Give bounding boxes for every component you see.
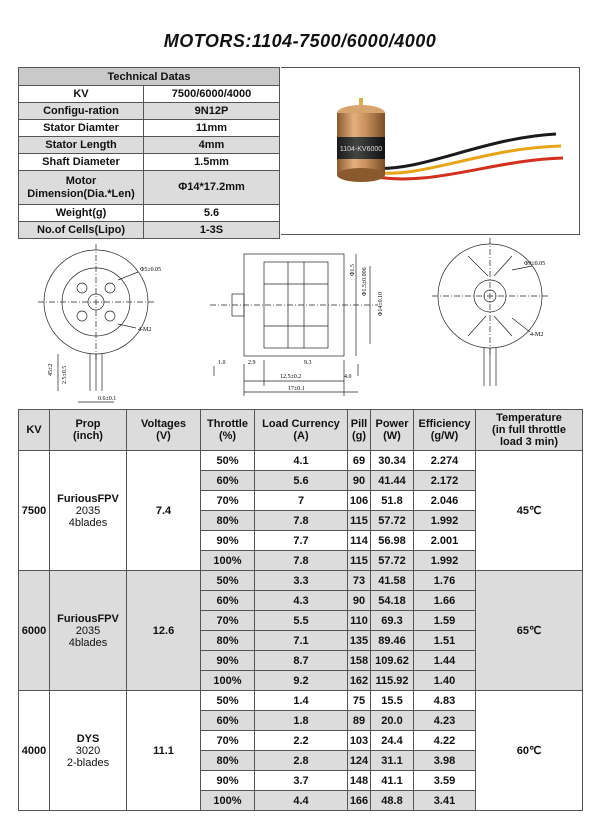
eff-cell: 3.59 <box>414 771 476 791</box>
dim-3: 9.3 <box>304 360 312 366</box>
prop-cell <box>50 691 127 811</box>
dim-6: 17±0.1 <box>288 386 305 392</box>
dim-base: 0.6±0.1 <box>98 396 117 402</box>
power-cell: 89.46 <box>371 631 414 651</box>
prop-cell <box>50 451 127 571</box>
prop-cell <box>50 571 127 691</box>
dim-back-thread: 4-M2 <box>530 332 544 338</box>
power-cell: 51.8 <box>371 491 414 511</box>
spec-label: Stator Length <box>19 137 144 154</box>
prop-blades: 4blades <box>68 516 108 529</box>
spec-header: Technical Datas <box>19 68 280 86</box>
motor-bell <box>337 113 385 137</box>
temperature-cell: 45℃ <box>476 451 583 571</box>
dim-height: 45±2 <box>48 363 54 376</box>
current-cell: 1.4 <box>255 691 348 711</box>
pull-cell: 69 <box>348 451 371 471</box>
kv-cell: 4000 <box>19 691 50 811</box>
performance-table <box>18 409 583 811</box>
prop-name: DYS <box>76 732 100 745</box>
current-cell: 5.5 <box>255 611 348 631</box>
col-header-voltage <box>127 410 201 451</box>
motor-photo <box>281 67 580 235</box>
power-cell: 69.3 <box>371 611 414 631</box>
dimension-drawings <box>18 236 580 408</box>
pull-cell: 106 <box>348 491 371 511</box>
temperature-cell: 60℃ <box>476 691 583 811</box>
pull-cell: 114 <box>348 531 371 551</box>
prop-size: 2035 <box>75 624 101 637</box>
throttle-cell: 50% <box>201 691 255 711</box>
throttle-cell: 70% <box>201 731 255 751</box>
voltage-cell: 12.6 <box>127 571 201 691</box>
current-cell: 3.7 <box>255 771 348 791</box>
col-header-pull <box>348 410 371 451</box>
header-line: (%) <box>218 430 237 442</box>
motor-label: 1104-KV6000 <box>339 146 383 153</box>
pull-cell: 135 <box>348 631 371 651</box>
eff-cell: 2.172 <box>414 471 476 491</box>
throttle-cell: 60% <box>201 471 255 491</box>
current-cell: 4.1 <box>255 451 348 471</box>
eff-cell: 1.44 <box>414 651 476 671</box>
pull-cell: 162 <box>348 671 371 691</box>
prop-name: FuriousFPV <box>57 492 119 505</box>
spec-label: Configu-ration <box>19 103 144 120</box>
col-header-prop <box>50 410 127 451</box>
current-cell: 4.3 <box>255 591 348 611</box>
col-header-temperature <box>476 410 583 451</box>
power-cell: 20.0 <box>371 711 414 731</box>
power-cell: 41.44 <box>371 471 414 491</box>
header-line: (V) <box>156 430 171 442</box>
dim-5: 4.0 <box>344 374 352 380</box>
eff-cell: 3.98 <box>414 751 476 771</box>
current-cell: 3.3 <box>255 571 348 591</box>
header-line: Throttle <box>207 418 248 430</box>
current-cell: 7.1 <box>255 631 348 651</box>
dim-1: 1.0 <box>218 360 226 366</box>
motor-base-bottom <box>337 168 385 182</box>
voltage-cell: 11.1 <box>127 691 201 811</box>
dim-side-top2: Φ1.5±0.006 <box>362 267 368 296</box>
spec-label: Stator Diamter <box>19 120 144 137</box>
header-line: (g/W) <box>430 430 459 442</box>
spec-value: 5.6 <box>144 205 280 222</box>
pull-cell: 110 <box>348 611 371 631</box>
dim-4: 12.5±0.2 <box>280 374 302 380</box>
table-row <box>19 571 583 591</box>
table-row <box>19 691 583 711</box>
power-cell: 57.72 <box>371 551 414 571</box>
prop-size: 2035 <box>75 504 101 517</box>
eff-cell: 1.40 <box>414 671 476 691</box>
header-line: (W) <box>383 430 401 442</box>
spec-value: 7500/6000/4000 <box>144 86 280 103</box>
throttle-cell: 70% <box>201 611 255 631</box>
col-header-kv: KV <box>19 410 50 451</box>
spec-label-line: Dimension(Dia.*Len) <box>27 187 135 200</box>
eff-cell: 1.992 <box>414 511 476 531</box>
pull-cell: 89 <box>348 711 371 731</box>
power-cell: 57.72 <box>371 511 414 531</box>
power-cell: 115.92 <box>371 671 414 691</box>
header-line: (inch) <box>73 430 103 442</box>
current-cell: 7.8 <box>255 551 348 571</box>
throttle-cell: 50% <box>201 571 255 591</box>
prop-name: FuriousFPV <box>57 612 119 625</box>
dim-front-thread: 4-M2 <box>138 327 152 333</box>
pull-cell: 75 <box>348 691 371 711</box>
kv-cell: 6000 <box>19 571 50 691</box>
col-header-power <box>371 410 414 451</box>
spec-value: 1-3S <box>144 222 280 239</box>
current-cell: 7.8 <box>255 511 348 531</box>
eff-cell: 4.83 <box>414 691 476 711</box>
throttle-cell: 60% <box>201 711 255 731</box>
spec-label-line: Motor <box>65 174 97 187</box>
throttle-cell: 50% <box>201 451 255 471</box>
header-line: Temperature <box>496 412 562 424</box>
power-cell: 56.98 <box>371 531 414 551</box>
col-header-efficiency <box>414 410 476 451</box>
eff-cell: 4.23 <box>414 711 476 731</box>
eff-cell: 2.001 <box>414 531 476 551</box>
temperature-cell: 65℃ <box>476 571 583 691</box>
header-line: (A) <box>293 430 309 442</box>
col-header-current <box>255 410 348 451</box>
spec-value: Φ14*17.2mm <box>144 171 280 205</box>
eff-cell: 4.22 <box>414 731 476 751</box>
spec-label: Weight(g) <box>19 205 144 222</box>
dim-2: 2.9 <box>248 360 256 366</box>
pull-cell: 158 <box>348 651 371 671</box>
throttle-cell: 100% <box>201 551 255 571</box>
prop-blades: 2-blades <box>66 756 110 769</box>
power-cell: 24.4 <box>371 731 414 751</box>
dim-pitch: 2.5±0.5 <box>62 365 68 384</box>
eff-cell: 3.41 <box>414 791 476 811</box>
current-cell: 7.7 <box>255 531 348 551</box>
header-line: Prop <box>75 418 101 430</box>
voltage-cell: 7.4 <box>127 451 201 571</box>
current-cell: 2.8 <box>255 751 348 771</box>
current-cell: 1.8 <box>255 711 348 731</box>
header-line: load 3 min) <box>499 436 559 448</box>
spec-value: 9N12P <box>144 103 280 120</box>
pull-cell: 90 <box>348 591 371 611</box>
eff-cell: 1.992 <box>414 551 476 571</box>
dim-back-dia: Φ9±0.05 <box>524 261 546 267</box>
header-line: Efficiency <box>418 418 471 430</box>
spec-label: Shaft Diameter <box>19 154 144 171</box>
black-wire <box>371 134 556 168</box>
throttle-cell: 70% <box>201 491 255 511</box>
performance-table-body <box>19 451 583 811</box>
pull-cell: 115 <box>348 511 371 531</box>
spec-value: 11mm <box>144 120 280 137</box>
pull-cell: 166 <box>348 791 371 811</box>
table-row <box>19 451 583 471</box>
eff-cell: 1.76 <box>414 571 476 591</box>
eff-cell: 1.66 <box>414 591 476 611</box>
power-cell: 41.1 <box>371 771 414 791</box>
throttle-cell: 90% <box>201 651 255 671</box>
power-cell: 15.5 <box>371 691 414 711</box>
prop-size: 3020 <box>75 744 101 757</box>
throttle-cell: 90% <box>201 771 255 791</box>
front-view <box>38 244 154 402</box>
power-cell: 109.62 <box>371 651 414 671</box>
tech-spec-table <box>18 67 280 239</box>
header-line: Pill <box>350 418 368 430</box>
current-cell: 7 <box>255 491 348 511</box>
throttle-cell: 80% <box>201 751 255 771</box>
eff-cell: 2.046 <box>414 491 476 511</box>
pull-cell: 90 <box>348 471 371 491</box>
spec-value: 1.5mm <box>144 154 280 171</box>
current-cell: 8.7 <box>255 651 348 671</box>
eff-cell: 2.274 <box>414 451 476 471</box>
throttle-cell: 60% <box>201 591 255 611</box>
throttle-cell: 100% <box>201 671 255 691</box>
spec-label: No.of Cells(Lipo) <box>19 222 144 239</box>
header-line: Voltages <box>140 418 187 430</box>
header-line: Load Currency <box>262 418 340 430</box>
motor-photo-illustration <box>281 68 580 236</box>
dim-side-dia: Φ14±0.10 <box>378 291 384 316</box>
power-cell: 41.58 <box>371 571 414 591</box>
dim-side-top1: Φ1.5 <box>350 264 356 276</box>
pull-cell: 115 <box>348 551 371 571</box>
header-line: (in full throttle <box>492 424 566 436</box>
prop-blades: 4blades <box>68 636 108 649</box>
current-cell: 5.6 <box>255 471 348 491</box>
power-cell: 30.34 <box>371 451 414 471</box>
kv-cell: 7500 <box>19 451 50 571</box>
eff-cell: 1.51 <box>414 631 476 651</box>
header-line: Power <box>375 418 409 430</box>
current-cell: 2.2 <box>255 731 348 751</box>
spec-label <box>19 171 144 205</box>
throttle-cell: 90% <box>201 531 255 551</box>
throttle-cell: 100% <box>201 791 255 811</box>
pull-cell: 124 <box>348 751 371 771</box>
eff-cell: 1.59 <box>414 611 476 631</box>
power-cell: 48.8 <box>371 791 414 811</box>
current-cell: 4.4 <box>255 791 348 811</box>
power-cell: 54.18 <box>371 591 414 611</box>
technical-drawing <box>18 236 580 408</box>
pull-cell: 73 <box>348 571 371 591</box>
spec-label: KV <box>19 86 144 103</box>
header-line: (g) <box>351 430 367 442</box>
throttle-cell: 80% <box>201 511 255 531</box>
pull-cell: 148 <box>348 771 371 791</box>
pull-cell: 103 <box>348 731 371 751</box>
dim-front-dia: Φ5±0.05 <box>140 267 162 273</box>
power-cell: 31.1 <box>371 751 414 771</box>
throttle-cell: 80% <box>201 631 255 651</box>
spec-value: 4mm <box>144 137 280 154</box>
col-header-throttle <box>201 410 255 451</box>
page-title: MOTORS:1104-7500/6000/4000 <box>163 31 437 51</box>
current-cell: 9.2 <box>255 671 348 691</box>
